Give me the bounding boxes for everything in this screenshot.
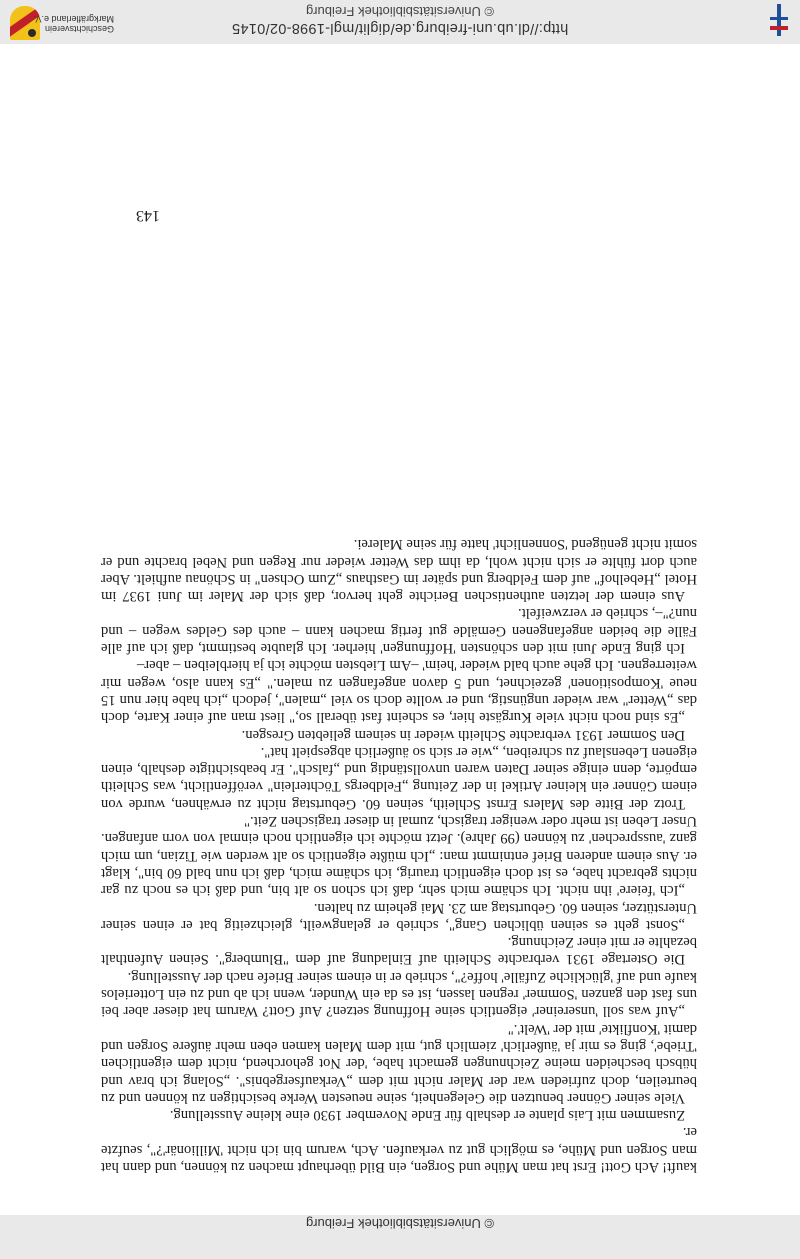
paragraph: kauft! Ach Gott! Erst hat man Mühe und Sorgen, ein Bild überhaupt machen zu können, und dann hat man Sorgen und Mühe, es möglich gut zu verkaufen. Ach, warum bin ich nicht 'Millionär'?", seufzte er. (101, 1124, 697, 1175)
university-logo-icon (770, 4, 788, 38)
paragraph: Ich ging Ende Juni mit den schönsten 'Hoffnungen' hierher. Ich glaubte bestimmt, daß ich auf alle Fälle die beiden angefangenen Gemälde gut fertig machen kann – auch des Geldes wegen – und nun?"–, schrieb er verzweifelt. (101, 605, 697, 657)
header-band (0, 0, 800, 44)
paragraph: Aus einem der letzten authentischen Berichte geht hervor, daß sich der Maler im Juni 1937 im Hotel „Hebelhof" auf dem Feldberg und später im Gasthaus „Zum Ochsen" in Schönau aufhielt. Aber auch dort fühlte er sich nicht wohl, da ihm das Wetter wieder nur Regen und Nebel brachte und er somit nicht genügend 'Sonnenlicht' hatte für seine Malerei. (101, 536, 697, 605)
body-text (101, 535, 697, 1175)
paragraph: Den Sommer 1931 verbrachte Schleith wieder in seinem geliebten Gresgen. (241, 726, 685, 743)
paragraph: „Ich 'feiere' ihn nicht. Ich schäme mich sehr, daß ich schon so alt bin, und daß ich es noch zu gar nichts gebracht habe, es ist doch eigentlich traurig, ich schäme mich, daß ich nun bald 60 bin", klagt er. Aus einem anderen Brief entnimmt man: „Ich müßte eigentlich so alt werden wie Tizian, um mich ganz 'aussprechen' zu können (99 Jahre). Jetzt möchte ich eigentlich noch einmal von vorn anfangen. Unser Leben ist mehr oder weniger tragisch, zumal in dieser tragischen Zeit." (101, 813, 697, 899)
society-name: Geschichtsverein Markgräflerland e.V. (33, 14, 114, 34)
page-number: 143 (136, 207, 160, 224)
lower-header-band (0, 1215, 800, 1259)
paragraph: „Es sind noch nicht viele Kurgäste hier, es scheint fast überall so," liest man auf einer Karte, doch das „Wetter" war wieder ungünstig, und er wollte doch so viel „malen", jedoch „ich habe hier nun 15 neue 'Kompositionen' gezeichnet, und 5 davon angefangen zu malen." „Es kann also, wegen mir weiterregnen. Ich gehe auch bald wieder 'heim' –Am Liebsten möchte ich ja hierbleiben – aber– (101, 657, 697, 726)
paragraph: Die Ostertage 1931 verbrachte Schleith auf Einladung auf dem "Blumberg". Seinen Aufenthalt bezahlte er mit einer Zeichnung. (101, 934, 697, 968)
paragraph: Trotz der Bitte des Malers Ernst Schleith, seinen 60. Geburtstag nicht zu erwähnen, wurde von einem Gönner ein kleiner Artikel in der Zeitung „Feldbergs Töchterlein" veröffentlicht, was Schleith empörte, denn einige seiner Daten waren unvollständig und „falsch". Er beabsichtigte deshalb, einen eigenen Lebenslauf zu schreiben, „wie er sich so äußerlich abgespielt hat". (101, 743, 697, 812)
library-credit: © Universitätsbibliothek Freiburg (305, 4, 495, 19)
paragraph: Zusammen mit Lais plante er deshalb für Ende November 1930 eine kleine Ausstellung. (169, 1107, 685, 1124)
paragraph: „Auf was soll 'unsereiner' eigentlich seine Hoffnung setzen? Auf Gott? Warum hat dieser aber bei uns fast den ganzen 'Sommer' regnen lassen, ist es da ein Wunder, wenn ich ab und zu ein Lotterielos kaufe und auf 'glückliche Zufälle' hoffe?", schrieb er in einem seiner Briefe nach der Ausstellung. (101, 968, 697, 1020)
paragraph: „Sonst geht es seinen üblichen Gang", schrieb er gelangweilt, gleichzeitig bat er einen seiner Unterstützer, seinen 60. Geburtstag am 23. Mai geheim zu halten. (101, 899, 697, 933)
document-url[interactable]: http://dl.ub.uni-freiburg.de/diglit/mgl-1998-02/0145 (231, 20, 569, 36)
paragraph: Viele seiner Gönner benutzen die Gelegenheit, seine neuesten Werke besichtigen zu können und zu beurteilen, doch zufrieden war der Maler nicht mit dem „Verkaufsergebnis". „Solang ich brav und hübsch bescheiden meine Zeichnungen gemacht habe, 'der Not gehorchend, nicht dem eigentlichen 'Triebe', ging es mir ja 'äußerlich' ziemlich gut, mit dem Malen kamen eben mehr äußere Sorgen und damit 'Konflikte' mit der 'Welt'." (101, 1020, 697, 1106)
lower-library-credit: © Universitätsbibliothek Freiburg (305, 1216, 495, 1231)
